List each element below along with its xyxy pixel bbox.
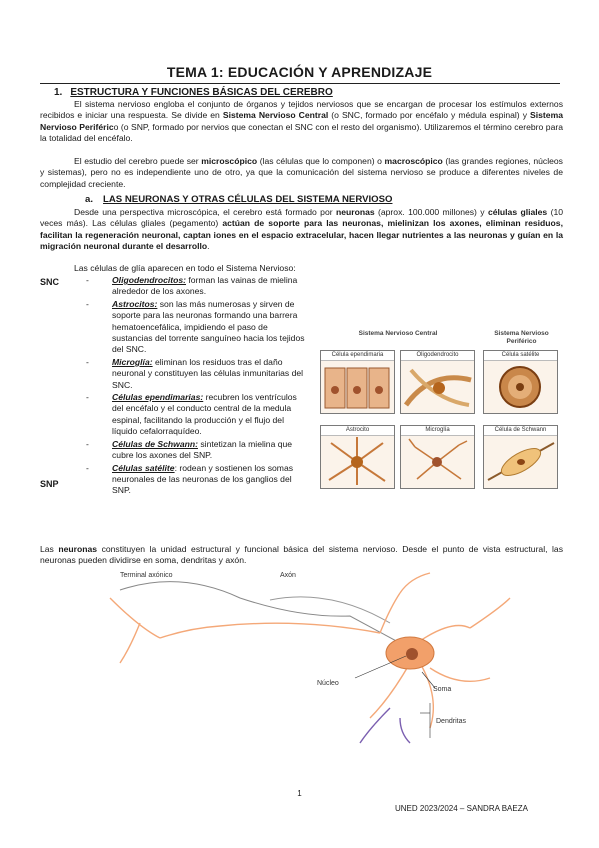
cell-caption: Célula de Schwann <box>484 426 557 436</box>
section-title: LAS NEURONAS Y OTRAS CÉLULAS DEL SISTEMA NERVIOSO <box>103 194 393 205</box>
glia-name: Células satélite <box>112 462 175 473</box>
text: . <box>207 241 210 252</box>
astrocyte-illustration <box>321 435 394 488</box>
text: El estudio del cerebro puede ser <box>74 156 202 166</box>
cell-caption: Célula ependimaria <box>321 351 394 361</box>
glia-desc: eliminan los residuos tras el daño neuronal y constituyen las células inmunitarias del SNC. <box>112 356 304 390</box>
glia-desc: forman las vainas de mielina alrededor de los axones. <box>112 275 298 297</box>
glia-desc: sintetizan la mielina que cubre los axones del SNP. <box>112 438 293 461</box>
neuron-figure <box>100 568 520 748</box>
list-item: - Astrocitos: son las más numerosas y sirven de soporte para las neuronas formando una barrera hematoencefálica, impidiendo el paso de sustancias del torrente sanguíneo hacia los tejidos del SNC. <box>86 298 305 355</box>
label-nucleus: Núcleo <box>317 680 339 687</box>
label-dendrites: Dendritas <box>436 718 466 725</box>
paragraph-1 <box>40 99 563 145</box>
title-rule <box>40 83 560 84</box>
cell-caption: Célula satélite <box>484 351 557 361</box>
text: o (o SNP, formado por nervios que conectan el SNC con el resto del organismo). Utilizaremos el término cerebro para la totalidad del encéfalo. <box>40 121 563 144</box>
label-soma: Soma <box>433 686 452 693</box>
glia-list <box>86 275 310 498</box>
list-item: - Células ependimarias: recubren los ventrículos del encéfalo y el conducto central de la medula espinal, facilitando la producción y el flujo del líquido cefalorraquídeo. <box>86 392 297 437</box>
term-glial: células gliales <box>487 207 548 217</box>
glial-functions: actúan de soporte para las neuronas, mielinizan los axones, eliminan residuos, facilitan la regeneración neuronal, captan iones en el espacio extracelular, hacen llegar nutrientes a las neuronas y guían en la migración neuronal durante el desarrollo <box>40 218 563 252</box>
glia-name: Microglía: <box>112 356 153 367</box>
text: (aprox. 100.000 millones) y <box>374 207 488 217</box>
text: Desde una perspectiva microscópica, el cerebro está formado por <box>74 207 336 217</box>
column-header-central: Sistema Nervioso Central <box>358 330 438 337</box>
text: Las <box>40 544 59 554</box>
schwann-illustration <box>484 435 557 488</box>
ependymal-illustration <box>321 360 394 413</box>
snc-label: SNC <box>40 277 60 287</box>
cell-caption: Oligodendrocito <box>401 351 474 361</box>
term-neurons: neuronas <box>58 544 98 554</box>
cell-caption: Microglía <box>401 426 474 436</box>
list-item: - Células satélite: rodean y sostienen los somas neuronales de las neuronas de los ganglios del SNP. <box>86 462 294 496</box>
microglia-illustration <box>401 435 474 488</box>
term-neurons: neuronas <box>335 207 375 217</box>
text: constituyen la unidad estructural y funcional básica del sistema nervioso. Desde el punto de vista estructural, las neuronas pueden dividirse en soma, dendritas y axón. <box>40 544 564 566</box>
label-axon-terminal: Terminal axónico <box>120 572 173 579</box>
text: (las células que lo componen) o <box>257 156 385 166</box>
label-axon: Axón <box>280 572 296 579</box>
section-number: a. <box>85 194 94 205</box>
list-item: - Células de Schwann: sintetizan la mielina que cubre los axones del SNP. <box>86 438 293 461</box>
glia-name: Células de Schwann: <box>112 438 198 449</box>
term-snp: Sistema Nervioso Periféric <box>40 110 563 132</box>
microglia-image <box>400 425 475 489</box>
oligodendrocyte-image <box>400 350 475 414</box>
page-number: 1 <box>297 789 302 798</box>
section-title: ESTRUCTURA Y FUNCIONES BÁSICAS DEL CEREBRO <box>70 87 333 98</box>
term-macroscopic: macroscópico <box>384 156 443 166</box>
satellite-illustration <box>484 360 557 413</box>
section-heading-2 <box>85 194 392 205</box>
oligodendrocyte-illustration <box>401 360 474 413</box>
glia-name: Oligodendrocitos: <box>112 275 186 285</box>
list-item: - Microglía: eliminan los residuos tras el daño neuronal y constituyen las células inmunitarias del SNC. <box>86 356 304 390</box>
paragraph-2 <box>40 156 563 190</box>
ependymal-cell-image <box>320 350 395 414</box>
paragraph-5 <box>40 544 563 567</box>
astrocyte-image <box>320 425 395 489</box>
snp-label: SNP <box>40 479 59 489</box>
glia-desc: recubren los ventrículos del encéfalo y el conducto central de la medula espinal, facilitando la producción y el flujo del líquido cefalorraquídeo. <box>112 392 297 437</box>
paragraph-3 <box>40 207 563 253</box>
glia-name: Astrocitos: <box>112 298 158 309</box>
text: (10 veces más). Las células gliales (pegamento) <box>40 207 564 229</box>
glia-desc: : rodean y sostienen los somas neuronales de las neuronas de los ganglios del SNP. <box>112 462 294 496</box>
list-item: - Oligodendrocitos: forman las vainas de mielina alrededor de los axones. <box>86 275 298 297</box>
footer-credit: UNED 2023/2024 – SANDRA BAEZA <box>395 804 528 813</box>
section-heading-1 <box>54 87 333 98</box>
text: El sistema nervioso engloba el conjunto de órganos y tejidos nerviosos que se encargan de procesar los estímulos externos recibidos e iniciar una respuesta. Se divide en <box>40 99 563 121</box>
term-snc: Sistema Nervioso Central <box>222 110 329 121</box>
glial-cells-figure <box>320 330 560 520</box>
section-number: 1. <box>54 87 63 98</box>
paragraph-4: Las células de glía aparecen en todo el Sistema Nervioso: <box>74 263 296 273</box>
glia-name: Células ependimarias: <box>112 392 204 403</box>
glia-desc: son las más numerosas y sirven de soporte para las neuronas formando una barrera hematoencefálica, impidiendo el paso de sustancias del torrente sanguíneo hacia los tejidos del SNC. <box>112 298 305 355</box>
term-microscopic: microscópico <box>201 156 258 166</box>
schwann-cell-image <box>483 425 558 489</box>
column-header-peripheral: Sistema Nervioso Periférico <box>494 330 549 345</box>
text: (las grandes regiones, núcleos y sistemas), pero no es independiente uno de otro, ya que la comunicación del sistema nervioso se produce a diferentes niveles de complejidad creciente. <box>40 156 563 189</box>
page-title: TEMA 1: EDUCACIÓN Y APRENDIZAJE <box>166 64 433 80</box>
text: (o SNC, formado por encéfalo y médula espinal) y <box>328 110 531 121</box>
satellite-cell-image <box>483 350 558 414</box>
cell-caption: Astrocito <box>321 426 394 436</box>
